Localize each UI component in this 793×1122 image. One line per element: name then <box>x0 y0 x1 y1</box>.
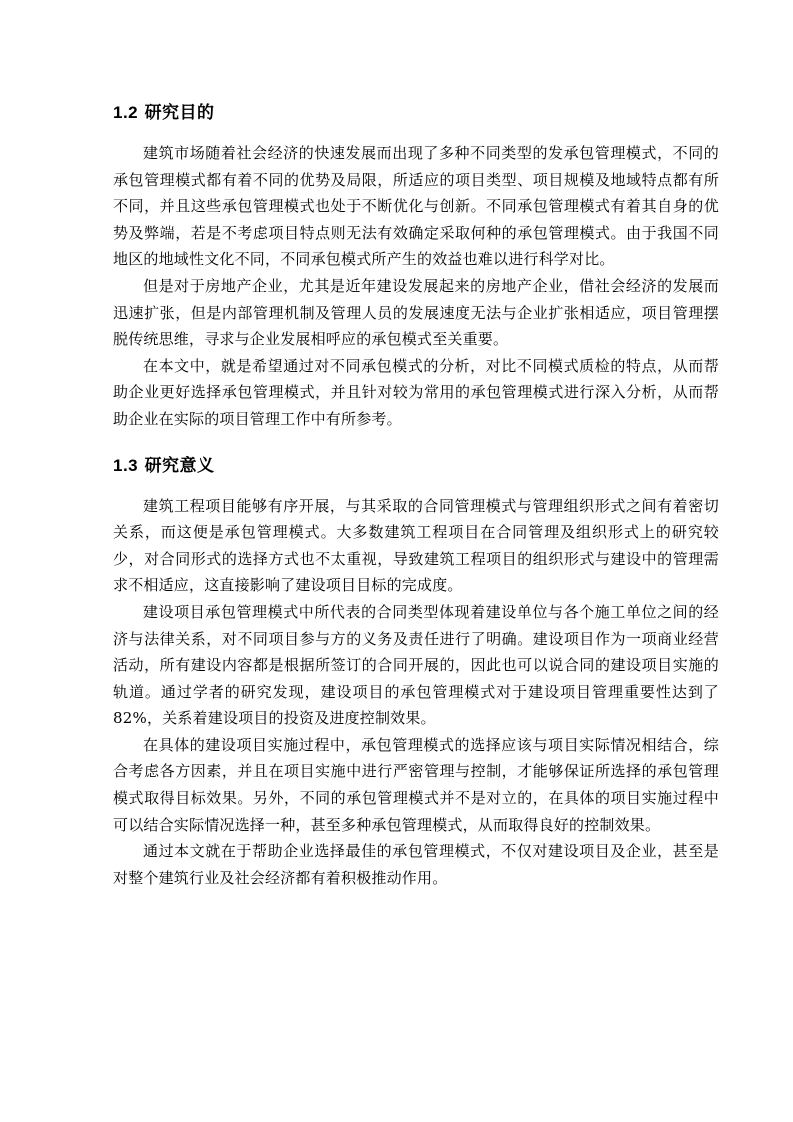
paragraph: 建筑市场随着社会经济的快速发展而出现了多种不同类型的发承包管理模式，不同的承包管理模式都有着不同的优势及局限，所适应的项目类型、项目规模及地域特点都有所不同，并且这些承包管理模式也处于不断优化与创新。不同承包管理模式有着其自身的优势及弊端，若是不考虑项目特点则无法有效确定采取何种的承包管理模式。由于我国不同地区的地域性文化不同，不同承包模式所产生的效益也难以进行科学对比。 <box>113 144 719 269</box>
paragraph: 建筑工程项目能够有序开展，与其采取的合同管理模式与管理组织形式之间有着密切关系，而这便是承包管理模式。大多数建筑工程项目在合同管理及组织形式上的研究较少，对合同形式的选择方式也不太重视，导致建筑工程项目的组织形式与建设中的管理需求不相适应，这直接影响了建设项目目标的完成度。 <box>113 496 719 595</box>
section-title: 研究目的 <box>144 103 215 123</box>
paragraph: 建设项目承包管理模式中所代表的合同类型体现着建设单位与各个施工单位之间的经济与法律关系，对不同项目参与方的义务及责任进行了明确。建设项目作为一项商业经营活动，所有建设内容都是根据所签订的合同开展的，因此也可以说合同的建设项目实施的轨道。通过学者的研究发现，建设项目的承包管理模式对于建设项目管理重要性达到了 82%，关系着建设项目的投资及进度控制效果。 <box>113 602 719 728</box>
section-body-research-purpose <box>113 140 719 433</box>
paragraph: 在本文中，就是希望通过对不同承包模式的分析，对比不同模式质检的特点，从而帮助企业更好选择承包管理模式，并且针对较为常用的承包管理模式进行深入分析，从而帮助企业在实际的项目管理工作中有所参考。 <box>113 356 719 428</box>
section-heading-research-significance <box>113 453 719 479</box>
section-number: 1.2 <box>113 103 139 122</box>
section-heading-research-purpose <box>113 100 719 126</box>
section-title: 研究意义 <box>144 455 215 476</box>
paragraph: 但是对于房地产企业，尤其是近年建设发展起来的房地产企业，借社会经济的发展而迅速扩张，但是内部管理机制及管理人员的发展速度无法与企业扩张相适应，项目管理摆脱传统思维，寻求与企业发展相呼应的承包模式至关重要。 <box>113 276 719 349</box>
paragraph: 通过本文就在于帮助企业选择最佳的承包管理模式，不仅对建设项目及企业，甚至是对整个建筑行业及社会经济都有着积极推动作用。 <box>113 842 719 887</box>
paragraph: 在具体的建设项目实施过程中，承包管理模式的选择应该与项目实际情况相结合，综合考虑各方因素，并且在项目实施中进行严密管理与控制，才能够保证所选择的承包管理模式取得目标效果。另外，不同的承包管理模式并不是对立的，在具体的项目实施过程中可以结合实际情况选择一种，甚至多种承包管理模式，从而取得良好的控制效果。 <box>113 735 719 834</box>
page-content <box>113 100 719 891</box>
section-body-research-significance <box>113 493 719 892</box>
section-number: 1.3 <box>113 455 139 475</box>
